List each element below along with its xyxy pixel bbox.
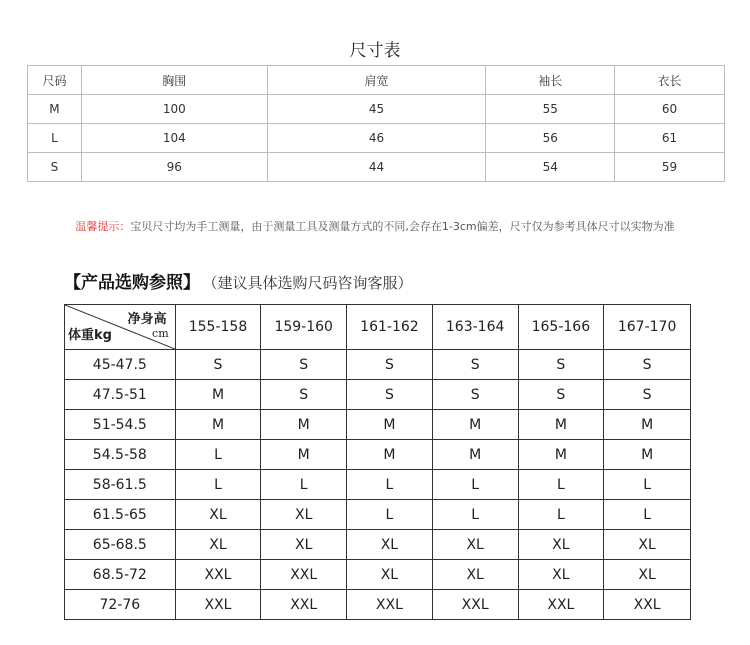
- size-recommendation-cell: M: [347, 410, 433, 440]
- size-recommendation-cell: L: [347, 470, 433, 500]
- purchase-guide-title: [64, 268, 413, 293]
- guide-header-row: [65, 305, 691, 350]
- table-row: [65, 590, 691, 620]
- size-recommendation-cell: XL: [604, 530, 691, 560]
- table-cell: 56: [486, 124, 615, 153]
- size-recommendation-cell: S: [432, 350, 518, 380]
- size-recommendation-cell: M: [518, 410, 604, 440]
- table-row: [28, 124, 725, 153]
- table-row: [65, 530, 691, 560]
- height-unit-label: cm: [152, 327, 169, 340]
- size-recommendation-cell: L: [604, 470, 691, 500]
- weight-range-cell: 68.5-72: [65, 560, 176, 590]
- size-recommendation-cell: M: [347, 440, 433, 470]
- size-recommendation-cell: M: [604, 410, 691, 440]
- size-recommendation-cell: L: [175, 470, 261, 500]
- size-recommendation-cell: XXL: [604, 590, 691, 620]
- table-cell: 61: [615, 124, 725, 153]
- size-recommendation-cell: XXL: [261, 560, 347, 590]
- table-cell: 96: [81, 153, 267, 182]
- size-recommendation-cell: S: [432, 380, 518, 410]
- size-recommendation-cell: L: [175, 440, 261, 470]
- size-recommendation-cell: S: [604, 380, 691, 410]
- table-cell: 104: [81, 124, 267, 153]
- size-chart-header-row: [28, 66, 725, 95]
- table-row: [65, 560, 691, 590]
- height-header: 165-166: [518, 305, 604, 350]
- table-cell: M: [28, 95, 82, 124]
- height-header: 167-170: [604, 305, 691, 350]
- size-recommendation-cell: M: [175, 410, 261, 440]
- tip-text: 宝贝尺寸均为手工测量，由于测量工具及测量方式的不同,会存在1-3cm偏差，尺寸仅为参考具体尺寸以实物为准: [130, 220, 675, 233]
- size-recommendation-cell: S: [518, 350, 604, 380]
- size-recommendation-cell: XXL: [261, 590, 347, 620]
- size-recommendation-cell: XXL: [175, 590, 261, 620]
- height-axis-label: 净身高: [127, 312, 167, 327]
- size-recommendation-cell: XXL: [175, 560, 261, 590]
- size-recommendation-cell: L: [432, 470, 518, 500]
- table-row: [65, 440, 691, 470]
- table-cell: 44: [267, 153, 486, 182]
- size-recommendation-cell: M: [432, 410, 518, 440]
- size-recommendation-cell: XXL: [347, 590, 433, 620]
- table-cell: L: [28, 124, 82, 153]
- height-header: 155-158: [175, 305, 261, 350]
- table-row: [65, 350, 691, 380]
- table-cell: 54: [486, 153, 615, 182]
- size-recommendation-cell: XL: [432, 530, 518, 560]
- size-recommendation-cell: XXL: [432, 590, 518, 620]
- table-cell: 45: [267, 95, 486, 124]
- table-cell: 59: [615, 153, 725, 182]
- size-recommendation-cell: S: [175, 350, 261, 380]
- header-length: 衣长: [615, 66, 725, 95]
- table-cell: 46: [267, 124, 486, 153]
- weight-range-cell: 51-54.5: [65, 410, 176, 440]
- size-recommendation-cell: M: [604, 440, 691, 470]
- measurement-tip: [0, 218, 750, 234]
- size-recommendation-cell: S: [347, 350, 433, 380]
- guide-heading: 【产品选购参照】: [64, 273, 200, 293]
- height-header: 163-164: [432, 305, 518, 350]
- size-chart-title: 尺寸表: [349, 41, 401, 61]
- table-row: [65, 380, 691, 410]
- table-row: [65, 470, 691, 500]
- size-recommendation-cell: S: [261, 380, 347, 410]
- tip-label: 温馨提示：: [75, 220, 131, 233]
- size-recommendation-cell: M: [261, 440, 347, 470]
- table-row: [65, 410, 691, 440]
- weight-range-cell: 47.5-51: [65, 380, 176, 410]
- size-recommendation-cell: L: [432, 500, 518, 530]
- size-recommendation-cell: XL: [604, 560, 691, 590]
- size-recommendation-cell: XL: [347, 530, 433, 560]
- size-recommendation-cell: S: [604, 350, 691, 380]
- size-recommendation-cell: S: [347, 380, 433, 410]
- table-cell: 60: [615, 95, 725, 124]
- weight-range-cell: 54.5-58: [65, 440, 176, 470]
- header-size: 尺码: [28, 66, 82, 95]
- header-chest: 胸围: [81, 66, 267, 95]
- size-chart-table: [27, 65, 725, 182]
- size-recommendation-cell: S: [261, 350, 347, 380]
- size-recommendation-cell: XL: [261, 500, 347, 530]
- weight-range-cell: 45-47.5: [65, 350, 176, 380]
- size-recommendation-cell: M: [175, 380, 261, 410]
- size-recommendation-cell: L: [261, 470, 347, 500]
- table-cell: 100: [81, 95, 267, 124]
- size-recommendation-cell: XL: [518, 530, 604, 560]
- table-cell: 55: [486, 95, 615, 124]
- table-row: [65, 500, 691, 530]
- size-recommendation-cell: XL: [432, 560, 518, 590]
- weight-range-cell: 72-76: [65, 590, 176, 620]
- size-recommendation-cell: L: [347, 500, 433, 530]
- corner-header: [65, 305, 176, 350]
- table-row: [28, 153, 725, 182]
- size-recommendation-cell: M: [432, 440, 518, 470]
- size-recommendation-cell: XL: [518, 560, 604, 590]
- header-shoulder: 肩宽: [267, 66, 486, 95]
- height-header: 159-160: [261, 305, 347, 350]
- size-recommendation-cell: L: [604, 500, 691, 530]
- size-recommendation-cell: XL: [175, 500, 261, 530]
- size-recommendation-cell: XL: [347, 560, 433, 590]
- guide-note: （建议具体选购尺码咨询客服）: [210, 274, 413, 292]
- size-recommendation-cell: L: [518, 470, 604, 500]
- table-row: [28, 95, 725, 124]
- purchase-guide-table: [64, 304, 691, 620]
- weight-range-cell: 61.5-65: [65, 500, 176, 530]
- size-recommendation-cell: M: [261, 410, 347, 440]
- size-recommendation-cell: L: [518, 500, 604, 530]
- weight-range-cell: 58-61.5: [65, 470, 176, 500]
- weight-range-cell: 65-68.5: [65, 530, 176, 560]
- size-recommendation-cell: XL: [175, 530, 261, 560]
- height-header: 161-162: [347, 305, 433, 350]
- weight-axis-label: 体重kg: [68, 328, 112, 343]
- size-recommendation-cell: S: [518, 380, 604, 410]
- size-recommendation-cell: XXL: [518, 590, 604, 620]
- header-sleeve: 袖长: [486, 66, 615, 95]
- size-recommendation-cell: M: [518, 440, 604, 470]
- table-cell: S: [28, 153, 82, 182]
- size-recommendation-cell: XL: [261, 530, 347, 560]
